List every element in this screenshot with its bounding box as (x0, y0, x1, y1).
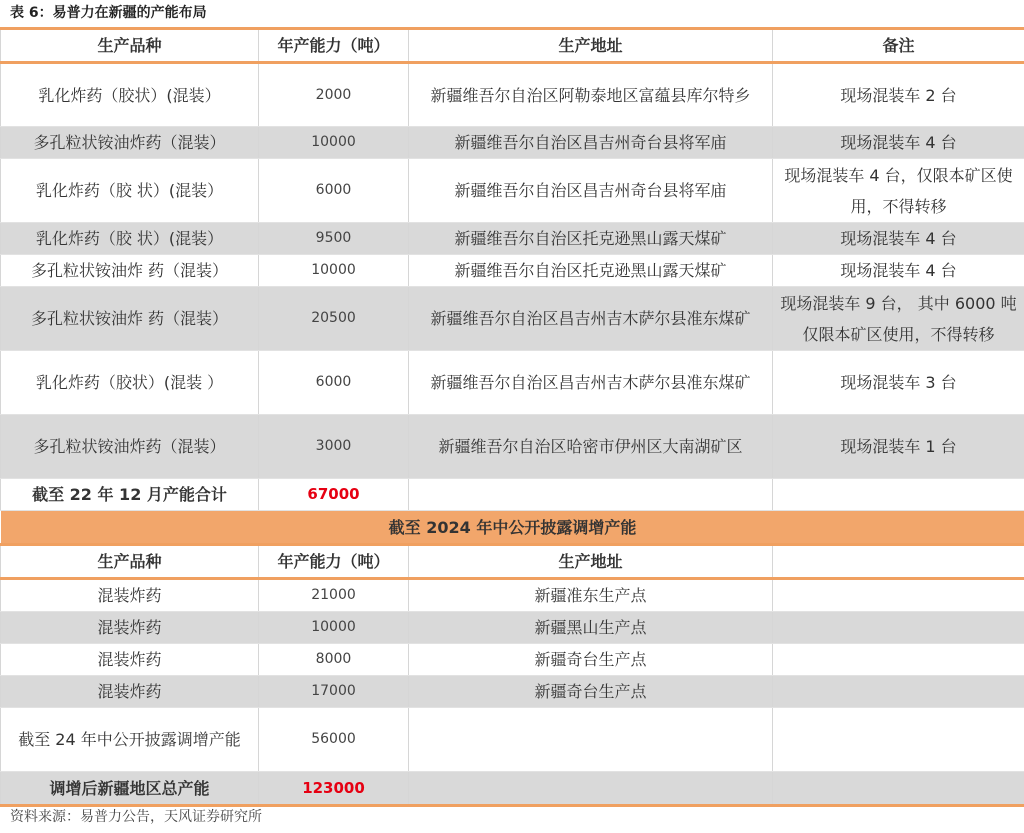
header-row-2 (1, 545, 1024, 579)
capacity-cell: 6000 (259, 159, 409, 223)
table-row (1, 287, 1024, 351)
table-row (1, 579, 1024, 612)
capacity-cell: 6000 (259, 351, 409, 415)
product-cell: 乳化炸药（胶状）(混装 ） (1, 351, 259, 415)
table-row (1, 63, 1024, 127)
remark-cell: 现场混装车 4 台 (773, 255, 1024, 287)
product-cell: 混装炸药 (1, 676, 259, 708)
empty-cell (773, 676, 1024, 708)
added-total-label: 截至 24 年中公开披露调增产能 (1, 708, 259, 772)
empty-cell (773, 772, 1024, 806)
remark-cell: 现场混装车 4 台，仅限本矿区使用，不得转移 (773, 159, 1024, 223)
product-cell: 多孔粒状铵油炸 药（混装） (1, 255, 259, 287)
product-cell: 多孔粒状铵油炸药（混装） (1, 415, 259, 479)
capacity-cell: 10000 (259, 127, 409, 159)
location-cell: 新疆奇台生产点 (409, 644, 773, 676)
section-band (1, 511, 1024, 545)
capacity-table (0, 27, 1024, 807)
product-cell: 多孔粒状铵油炸药（混装） (1, 127, 259, 159)
empty-cell (409, 479, 773, 511)
empty-cell (773, 708, 1024, 772)
capacity-cell: 20500 (259, 287, 409, 351)
header2-product: 生产品种 (1, 545, 259, 579)
capacity-cell: 8000 (259, 644, 409, 676)
empty-cell (773, 612, 1024, 644)
header-product: 生产品种 (1, 29, 259, 63)
empty-cell (773, 479, 1024, 511)
capacity-cell: 17000 (259, 676, 409, 708)
header-capacity: 年产能力（吨） (259, 29, 409, 63)
total-2022-label: 截至 22 年 12 月产能合计 (1, 479, 259, 511)
table-row (1, 676, 1024, 708)
table-caption: 表 6：易普力在新疆的产能布局 (10, 5, 207, 21)
product-cell: 乳化炸药（胶 状）(混装） (1, 159, 259, 223)
capacity-cell: 21000 (259, 579, 409, 612)
table-row (1, 159, 1024, 223)
grand-total-label: 调增后新疆地区总产能 (1, 772, 259, 806)
table-row (1, 415, 1024, 479)
source-note: 资料来源：易普力公告，天风证券研究所 (10, 809, 262, 825)
empty-cell (773, 545, 1024, 579)
table-row (1, 127, 1024, 159)
remark-cell: 现场混装车 1 台 (773, 415, 1024, 479)
total-2022-value: 67000 (259, 479, 409, 511)
location-cell: 新疆准东生产点 (409, 579, 773, 612)
section-title: 截至 2024 年中公开披露调增产能 (1, 511, 1024, 545)
empty-cell (773, 644, 1024, 676)
location-cell: 新疆维吾尔自治区哈密市伊州区大南湖矿区 (409, 415, 773, 479)
capacity-cell: 9500 (259, 223, 409, 255)
table-row (1, 223, 1024, 255)
location-cell: 新疆黑山生产点 (409, 612, 773, 644)
remark-cell: 现场混装车 4 台 (773, 223, 1024, 255)
grand-total-value: 123000 (259, 772, 409, 806)
product-cell: 混装炸药 (1, 612, 259, 644)
product-cell: 混装炸药 (1, 644, 259, 676)
location-cell: 新疆奇台生产点 (409, 676, 773, 708)
remark-cell: 现场混装车 2 台 (773, 63, 1024, 127)
header-location: 生产地址 (409, 29, 773, 63)
added-total-row (1, 708, 1024, 772)
header2-capacity: 年产能力（吨） (259, 545, 409, 579)
remark-cell: 现场混装车 9 台， 其中 6000 吨仅限本矿区使用，不得转移 (773, 287, 1024, 351)
table-row (1, 644, 1024, 676)
table-row (1, 255, 1024, 287)
header-row (1, 29, 1024, 63)
remark-cell: 现场混装车 4 台 (773, 127, 1024, 159)
remark-cell: 现场混装车 3 台 (773, 351, 1024, 415)
total-2022-row (1, 479, 1024, 511)
header-remark: 备注 (773, 29, 1024, 63)
location-cell: 新疆维吾尔自治区昌吉州吉木萨尔县准东煤矿 (409, 287, 773, 351)
capacity-cell: 2000 (259, 63, 409, 127)
location-cell: 新疆维吾尔自治区昌吉州奇台县将军庙 (409, 127, 773, 159)
header2-location: 生产地址 (409, 545, 773, 579)
location-cell: 新疆维吾尔自治区托克逊黑山露天煤矿 (409, 255, 773, 287)
product-cell: 乳化炸药（胶状）(混装） (1, 63, 259, 127)
location-cell: 新疆维吾尔自治区昌吉州吉木萨尔县准东煤矿 (409, 351, 773, 415)
grand-total-row (1, 772, 1024, 806)
product-cell: 乳化炸药（胶 状）(混装） (1, 223, 259, 255)
location-cell: 新疆维吾尔自治区托克逊黑山露天煤矿 (409, 223, 773, 255)
capacity-cell: 3000 (259, 415, 409, 479)
capacity-cell: 10000 (259, 255, 409, 287)
table-row (1, 612, 1024, 644)
empty-cell (773, 579, 1024, 612)
capacity-cell: 10000 (259, 612, 409, 644)
product-cell: 多孔粒状铵油炸 药（混装） (1, 287, 259, 351)
empty-cell (409, 708, 773, 772)
location-cell: 新疆维吾尔自治区昌吉州奇台县将军庙 (409, 159, 773, 223)
table-row (1, 351, 1024, 415)
added-total-value: 56000 (259, 708, 409, 772)
product-cell: 混装炸药 (1, 579, 259, 612)
empty-cell (409, 772, 773, 806)
location-cell: 新疆维吾尔自治区阿勒泰地区富蕴县库尔特乡 (409, 63, 773, 127)
